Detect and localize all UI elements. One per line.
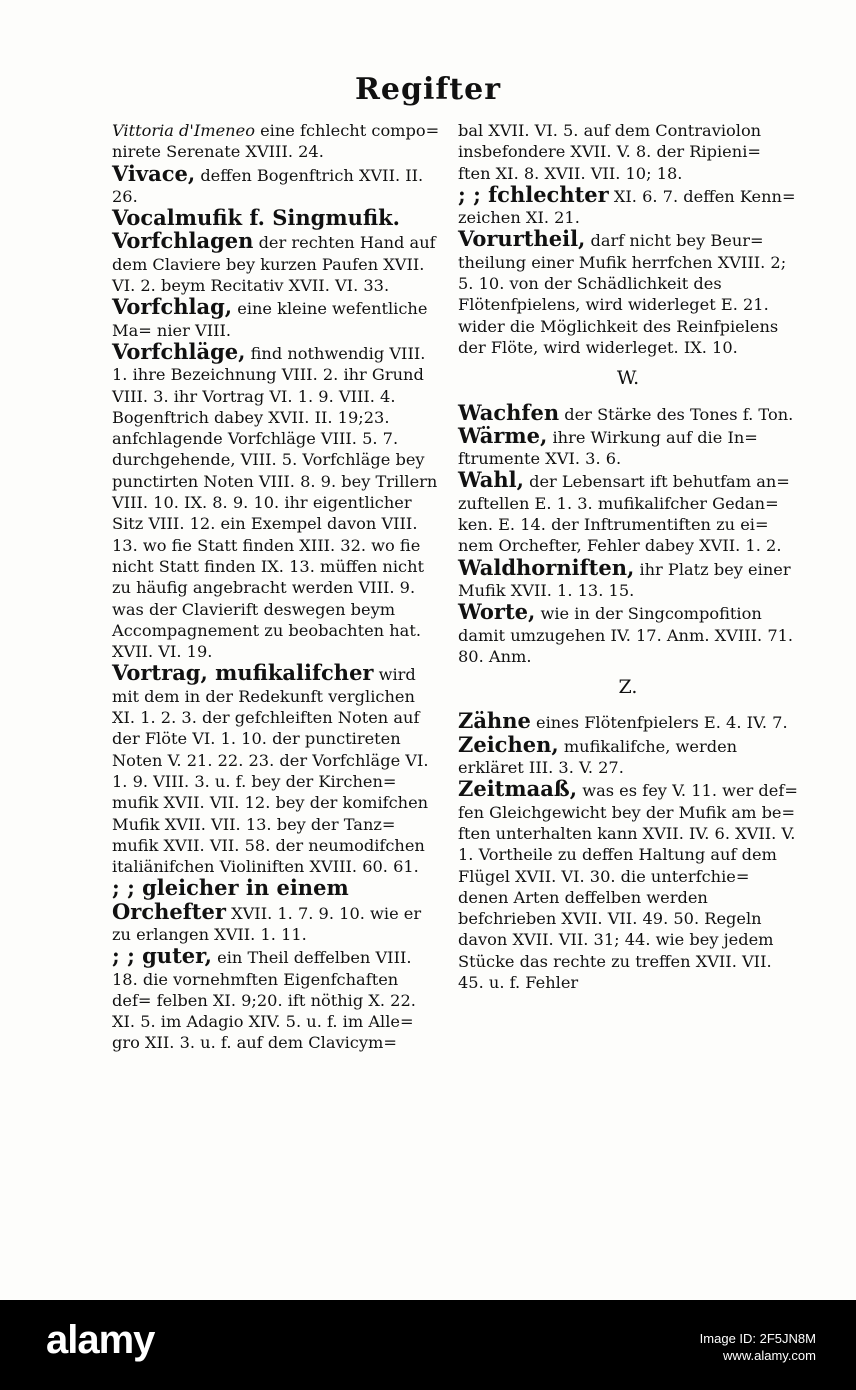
entry-text: der Lebensart ift behutfam an= zuftellen E. 1. 3. mufikalifcher Gedan= ken. E. 14. der Inftrumentiften zu ei= nem Orchefter, Fehler dabey XVII. 1. 2.	[458, 472, 790, 556]
entry-text: wie in der Singcompofition damit umzugehen IV. 17. Anm. XVIII. 71. 80. Anm.	[458, 604, 794, 666]
image-meta	[700, 1330, 816, 1364]
entry-key: ; ; guter,	[112, 943, 212, 969]
entry-text: was es fey V. 11. wer def= fen Gleichgewicht bey der Mufik am be= ften unterhalten kann XVII. IV. 6. XVII. V. 1. Vortheile zu deffen Haltung auf dem Flügel XVII. VI. 30. die unterfchie= denen Arten deffelben werden befchrieben XVII. VII. 49. 50. Regeln davon XVII. VII. 31; 44. wie bey jedem Stücke das rechte zu treffen XVII. VII. 45. u. f. Fehler	[458, 781, 798, 992]
entry-key: Wärme,	[458, 422, 548, 448]
entry-key: ; ; gleicher in einem Orchefter	[112, 875, 349, 924]
entry-key: Zeitmaaß,	[458, 776, 578, 802]
entry-key: Wahl,	[458, 467, 524, 493]
entry-text: ihre Wirkung auf die In= ftrumente XVI. 3. 6.	[458, 427, 758, 469]
entry-text: eines Flötenfpielers E. 4. IV. 7.	[530, 713, 788, 733]
watermark-bar	[0, 1300, 856, 1390]
entry-key: Vortrag, mufikalifcher	[112, 660, 374, 686]
entry-key: Zeichen,	[458, 731, 559, 757]
entry-key: Zähne	[458, 708, 531, 734]
entry-key: Wachfen	[458, 399, 560, 425]
section-letter-z: Z.	[618, 676, 638, 699]
entry-key: Vorurtheil,	[458, 226, 586, 252]
site-url: www.alamy.com	[723, 1348, 816, 1363]
entry-text: eine kleine wefentliche Ma= nier VIII.	[112, 299, 428, 340]
entry-key: ; ; fchlechter	[458, 181, 609, 207]
entry-text: deffen Bogenftrich XVII. II. 26.	[112, 165, 424, 206]
entry-key: Worte,	[458, 599, 536, 625]
entry-key: Vittoria d'Imeneo	[112, 121, 255, 140]
entry-text: der Stärke des Tones f. Ton.	[559, 404, 794, 424]
left-column	[112, 120, 442, 1054]
entry-text: find nothwendig VIII. 1. ihre Bezeichnung VIII. 2. ihr Grund VIII. 3. ihr Vortrag VI. 1. 9. VIII. 4. Bogenftrich dabey XVII. II. 19;23. anfchlagende Vorfchläge VIII. 5. 7. durchgehende, VIII. 5. Vorfchläge bey punctirten Noten VIII. 8. 9. bey Trillern VIII. 10. IX. 8. 9. 10. ihr eigentlicher Sitz VIII. 12. ein Exempel davon VIII. 13. wo fie Statt finden XIII. 32. wo fie nicht Statt finden IX. 13. müffen nicht zu häufig angebracht werden VIII. 9. was der Clavierift deswegen beym Accompagnement zu beobachten hat. XVII. VI. 19.	[112, 343, 438, 662]
entry-key: Vivace,	[112, 160, 196, 186]
entry-text: ein Theil deffelben VIII. 18. die vornehmften Eigenfchaften def= felben XI. 9;20. ift nöthig X. 22. XI. 5. im Adagio XIV. 5. u. f. im Alle= gro XII. 3. u. f. auf dem Clavicym=	[112, 948, 416, 1053]
section-letter-w: W.	[616, 367, 640, 390]
entry-text: XI. 6. 7. deffen Kenn= zeichen XI. 21.	[458, 186, 796, 228]
entry-key: Vorfchlag,	[112, 294, 233, 320]
entry-text: bal XVII. VI. 5. auf dem Contraviolon insbefondere XVII. V. 8. der Ripieni= ften XI. 8. XVII. VII. 10; 18.	[458, 121, 762, 183]
entry-text: mufikalifche, werden erkläret III. 3. V. 27.	[458, 736, 738, 778]
alamy-logo: alamy	[46, 1318, 155, 1362]
entry-key: Vorfchläge,	[112, 338, 246, 364]
entry-text: wird mit dem in der Redekunft verglichen XI. 1. 2. 3. der gefchleiften Noten auf der Flöte VI. 1. 10. der punctireten Noten V. 21. 22. 23. der Vorfchläge VI. 1. 9. VIII. 3. u. f. bey der Kirchen= mufik XVII. VII. 12. bey der komifchen Mufik XVII. VII. 13. bey der Tanz= mufik XVII. VII. 58. der neumodifchen italiänifchen Violiniften XVIII. 60. 61.	[112, 665, 429, 877]
entry-text: ihr Platz bey einer Mufik XVII. 1. 13. 15.	[458, 559, 791, 600]
entry-text: XVII. 1. 7. 9. 10. wie er zu erlangen XVII. 1. 11.	[112, 903, 422, 944]
entry-text: darf nicht bey Beur= theilung einer Mufik herrfchen XVIII. 2; 5. 10. von der Schädlichkeit des Flötenfpielens, wird widerleget E. 21. wider die Möglichkeit des Reinfpielens der Flöte, wird widerleget. IX. 10.	[458, 231, 787, 357]
entry-key: Vocalmufik f. Singmufik.	[112, 205, 400, 231]
entry-key: Waldhorniften,	[458, 554, 635, 580]
entry-text: der rechten Hand auf dem Claviere bey kurzen Paufen XVII. VI. 2. beym Recitativ XVII. VI. 33.	[112, 233, 436, 296]
right-column	[458, 120, 798, 993]
image-id: Image ID: 2F5JN8M	[699, 1331, 816, 1346]
entry-key: Vorfchlagen	[112, 228, 254, 254]
page-header: Regifter	[354, 72, 502, 107]
entry-text: eine fchlecht compo= nirete Serenate XVIII. 24.	[112, 121, 440, 162]
